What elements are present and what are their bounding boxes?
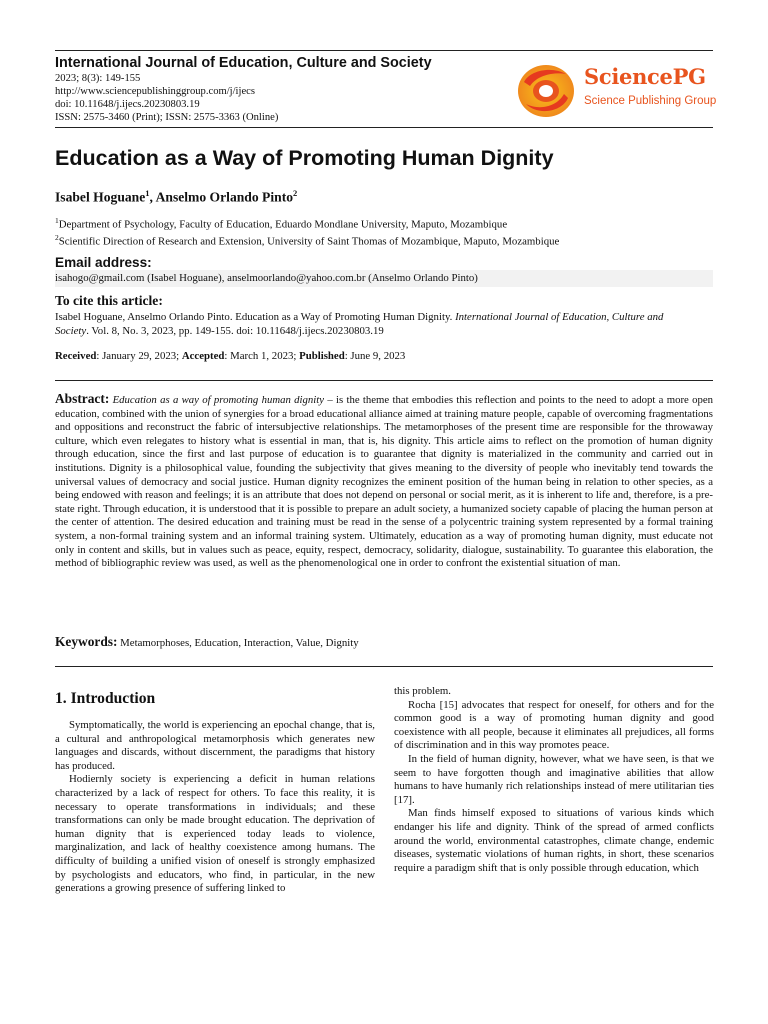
article-title: Education as a Way of Promoting Human Dignity — [55, 146, 554, 170]
right-column — [394, 685, 714, 875]
section-heading: 1. Introduction — [55, 690, 156, 707]
publication-dates — [55, 350, 405, 362]
affiliation — [55, 216, 507, 231]
citation-text: . Vol. 8, No. 3, 2023, pp. 149-155. doi: 10.11648/j.ijecs.20230803.19 — [86, 325, 384, 337]
affiliation-text: Department of Psychology, Faculty of Education, Eduardo Mondlane University, Maputo, Mozambique — [58, 218, 508, 231]
authors — [55, 188, 297, 206]
affiliation-marker: 1 — [145, 188, 150, 198]
abstract-text: – is the theme that embodies this reflection and points to the need to adopt a more open education, combined with the union of synergies for a broad educational alliance aimed at training mature people, capable of overcoming fragmentations and oppositions and reconstruct the fabric of intersubjective relationships. The metamorphoses of the present time are responsible for the throwaway culture, which even relegates to history what is essential in man, that is, his dignity. This article aims to reflect on the promotion of human dignity through education, since the first and last purpose of education is to guarantee that dignity is materialized in the community and carried out in institutions. Dignity is a philosophical value, founding the subjectivity that gives meaning to the diversity of people who inevitably tend towards the universal values of democracy and social justice. Human dignity recognizes the eminent position of the human being in relation to other species, as a being endowed with reason and feelings; it is an attribute that does not depend on personal or social merit, as it is inherent to life and, therefore, is a pre-state right. Through education, it is understood that it is possible to prepare an adult society, a humanized society capable of placing the human person at the center of attention. The desired education and training must be read in the sense of a polycentric training system represented by a formal training system, a non-formal training system and an informal training system. Ultimately, education as a way of promoting human dignity, must educate not only in content and skills, but in values such as peace, equity, respect, democracy, solidarity, dialogue, sustainability. To guarantee this elaboration, the method of bibliographic review was used, as well as the phenomenological one in order to confront the existential situation of man. — [55, 394, 713, 570]
citation-journal: Society — [55, 325, 87, 337]
citation-journal: International Journal of Education, Culture and — [455, 311, 664, 323]
journal-title: International Journal of Education, Culture and Society — [55, 55, 432, 71]
top-rule — [55, 50, 713, 51]
left-column — [55, 719, 375, 896]
accepted-label: Accepted — [181, 350, 225, 362]
author-name: Anselmo Orlando Pinto — [155, 189, 294, 205]
logo-subtitle: Science Publishing Group — [584, 95, 717, 107]
published-date: : June 9, 2023 — [344, 350, 406, 362]
received-date: : January 29, 2023; — [96, 350, 182, 362]
abstract-top-rule — [55, 380, 713, 381]
body-paragraph: In the field of human dignity, however, what we have seen, is that we seem to have forgotten though and imaginative abilities that allow humans to have humanly rich relationships instead of mere utilitarian ties [17]. — [394, 752, 714, 806]
journal-url[interactable]: http://www.sciencepublishinggroup.com/j/ijecs — [55, 86, 255, 97]
body-paragraph: Symptomatically, the world is experiencing an epochal change, that is, a cultural and anthropological metamorphosis which generates new languages and discards, without discernment, the paradigms that history has produced. — [55, 719, 375, 772]
affiliation-text: Scientific Direction of Research and Extension, University of Saint Thomas of Mozambique, Maputo, Mozambique — [58, 235, 560, 248]
body-paragraph-continued: this problem. — [394, 685, 451, 697]
abstract — [55, 392, 713, 571]
citation-line — [55, 311, 663, 323]
abstract-lead: Education as a way of promoting human dignity — [112, 394, 325, 406]
affiliation-number: 2 — [55, 233, 59, 242]
keywords-label: Keywords: — [55, 634, 118, 649]
body-paragraph: Rocha [15] advocates that respect for oneself, for others and for the common good is a way of promoting human dignity and good coexistence with all people, because it eliminates all prejudices, all forms of discrimination and in this way promotes peace. — [394, 698, 714, 752]
email-heading: Email address: — [55, 255, 152, 270]
citation-line — [55, 325, 384, 337]
published-label: Published — [299, 350, 345, 362]
author-name: Isabel Hoguane — [55, 189, 146, 205]
body-paragraph: Man finds himself exposed to situations of various kinds which endanger his life and dignity. Think of the spread of armed conflicts around the world, environmental catastrophes, climate change, endemic diseases, systematic violations of human rights, in short, these scenarios require a paradigm shift that is only possible through education, which — [394, 807, 714, 874]
cite-heading: To cite this article: — [55, 293, 163, 308]
accepted-date: : March 1, 2023; — [224, 350, 300, 362]
citation-text: Isabel Hoguane, Anselmo Orlando Pinto. Education as a Way of Promoting Human Dignity. — [55, 311, 456, 323]
keywords — [55, 634, 359, 650]
affiliation — [55, 233, 559, 248]
abstract-bottom-rule — [55, 666, 713, 667]
logo-wordmark: SciencePG — [584, 64, 706, 89]
received-label: Received — [55, 350, 97, 362]
journal-issn: ISSN: 2575-3460 (Print); ISSN: 2575-3363 (Online) — [55, 112, 279, 123]
header-rule — [55, 127, 713, 128]
sciencepg-logo — [516, 60, 716, 120]
email-addresses[interactable]: isahogo@gmail.com (Isabel Hoguane), anselmoorlando@yahoo.com.br (Anselmo Orlando Pinto) — [55, 272, 478, 284]
sciencepg-logo-icon — [516, 60, 580, 120]
author-separator: , — [149, 189, 156, 205]
keywords-text: Metamorphoses, Education, Interaction, Value, Dignity — [117, 637, 359, 649]
journal-citation: 2023; 8(3): 149-155 — [55, 73, 141, 84]
journal-doi: doi: 10.11648/j.ijecs.20230803.19 — [55, 99, 200, 110]
affiliation-marker: 2 — [293, 188, 298, 198]
body-paragraph: Hodiernly society is experiencing a deficit in human relations characterized by a lack of respect for others. To face this reality, it is necessary to operate transformations in individuals; and these transformations can only be made brought education. The deprivation of human dignity that is experienced today leads to violence, marginalization, and lack of healthy coexistence among humans. The difficulty of building a unified vision of oneself is strongly emphasized by psychologists and educators, who find, in particular, in the new generations a growing presence of suffering linked to — [55, 773, 375, 895]
abstract-label: Abstract: — [55, 391, 110, 406]
affiliation-number: 1 — [55, 216, 59, 225]
